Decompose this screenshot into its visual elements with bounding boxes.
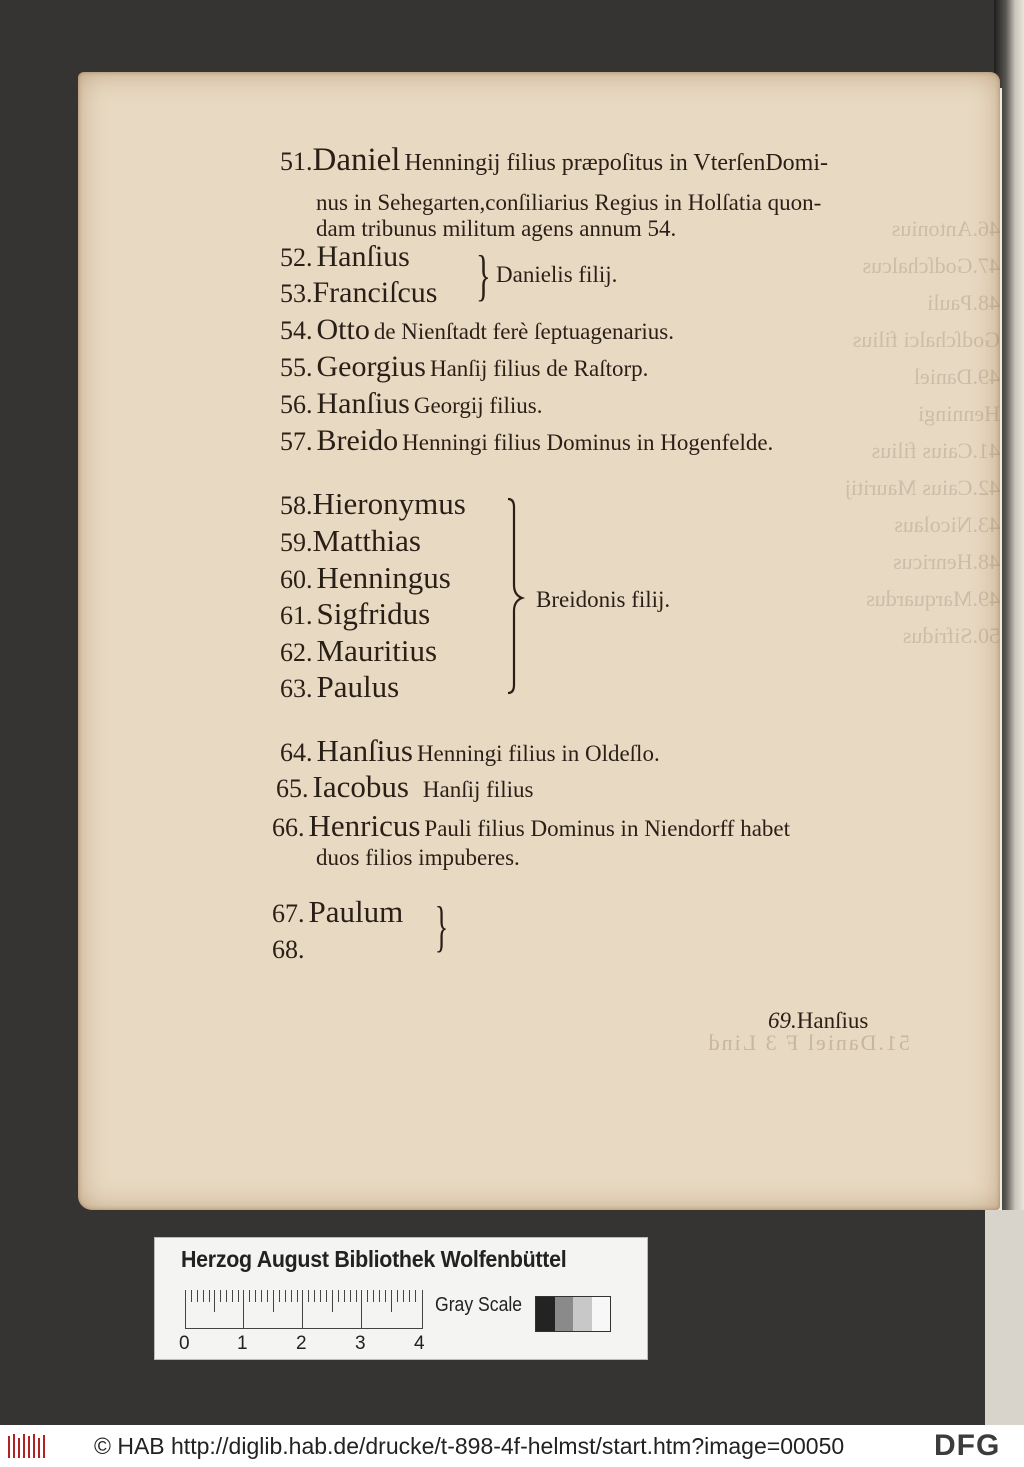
breidonis-label: Breidonis filij. bbox=[536, 587, 671, 612]
bleed-through-bottom: 51.Daniel F 3 Lind bbox=[706, 1030, 910, 1055]
entry-63: 63. Paulus bbox=[280, 669, 400, 704]
entry-66: 66. Henricus Pauli filius Dominus in Niendorff habet bbox=[272, 808, 791, 843]
entry-59: 59.Matthias bbox=[280, 523, 421, 558]
ruler-number-4: 4 bbox=[414, 1333, 425, 1354]
entry-66-line-2: duos filios impuberes. bbox=[316, 845, 520, 870]
entry-67: 67. Paulum bbox=[272, 894, 404, 929]
footer-bar bbox=[0, 1425, 1024, 1467]
paulum-brace: } bbox=[434, 896, 449, 958]
danielis-label: Danielis filij. bbox=[496, 262, 618, 287]
entry-61: 61. Sigfridus bbox=[280, 596, 431, 631]
swatch-white bbox=[592, 1297, 611, 1331]
danielis-brace: } bbox=[476, 245, 491, 307]
entry-53: 53.Franciſcus bbox=[280, 276, 438, 309]
entry-68: 68. bbox=[272, 935, 305, 964]
swatch-light-gray bbox=[573, 1297, 592, 1331]
bleed-through-right: 46.Antonius 47.Godſchalcus 48.Pauli Godſchalci filius 49.Daniel Henningi 41.Caius filius 42.Caius Mauritij 43.Nicolaus 48.Henricus 49.Marquardus 50.Sifridus bbox=[844, 216, 1000, 648]
catchword: 69.Hanſius bbox=[768, 1008, 869, 1033]
ruler-number-0: 0 bbox=[179, 1333, 190, 1354]
entry-62: 62. Mauritius bbox=[280, 633, 438, 668]
ruler-number-2: 2 bbox=[296, 1333, 307, 1354]
entry-56: 56. Hanſius Georgij filius. bbox=[280, 387, 543, 420]
ruler-number-3: 3 bbox=[355, 1333, 366, 1354]
footer-link[interactable]: © HAB http://diglib.hab.de/drucke/t-898-4f-helmst/start.htm?image=00050 bbox=[94, 1433, 845, 1459]
entry-57: 57. Breido Henningi filius Dominus in Hogenfelde. bbox=[280, 424, 774, 457]
scale-bar bbox=[154, 1237, 648, 1360]
entry-52: 52. Hanſius bbox=[280, 240, 410, 273]
scale-bar-title: Herzog August Bibliothek Wolfenbüttel bbox=[181, 1246, 567, 1272]
book-board bbox=[985, 1210, 1024, 1425]
entry-54: 54. Otto de Nienſtadt ferè ſeptuagenarius. bbox=[280, 313, 674, 346]
hab-logo-icon bbox=[6, 1432, 46, 1460]
ruler-number-1: 1 bbox=[237, 1333, 248, 1354]
entry-65: 65. Iacobus Hanſij filius bbox=[276, 769, 534, 804]
entry-58: 58.Hieronymus bbox=[280, 486, 466, 521]
gray-swatches bbox=[535, 1296, 611, 1332]
entry-51-line-3: dam tribunus militum agens annum 54. bbox=[316, 216, 677, 241]
breidonis-brace bbox=[500, 495, 536, 697]
entry-55: 55. Georgius Hanſij filius de Raſtorp. bbox=[280, 350, 649, 383]
dfg-logo: DFG bbox=[934, 1429, 1001, 1462]
entry-64: 64. Hanſius Henningi filius in Oldeſlo. bbox=[280, 733, 660, 768]
entry-51: 51.Daniel Henningij filius præpoſitus in VterſenDomi- bbox=[280, 142, 828, 178]
gray-scale-label: Gray Scale bbox=[435, 1294, 523, 1316]
entry-60: 60. Henningus bbox=[280, 560, 451, 595]
swatch-black bbox=[536, 1297, 555, 1331]
ruler bbox=[185, 1290, 421, 1328]
swatch-dark-gray bbox=[555, 1297, 574, 1331]
entry-51-line-2: nus in Sehegarten,conſiliarius Regius in Holſatia quon- bbox=[316, 190, 822, 215]
